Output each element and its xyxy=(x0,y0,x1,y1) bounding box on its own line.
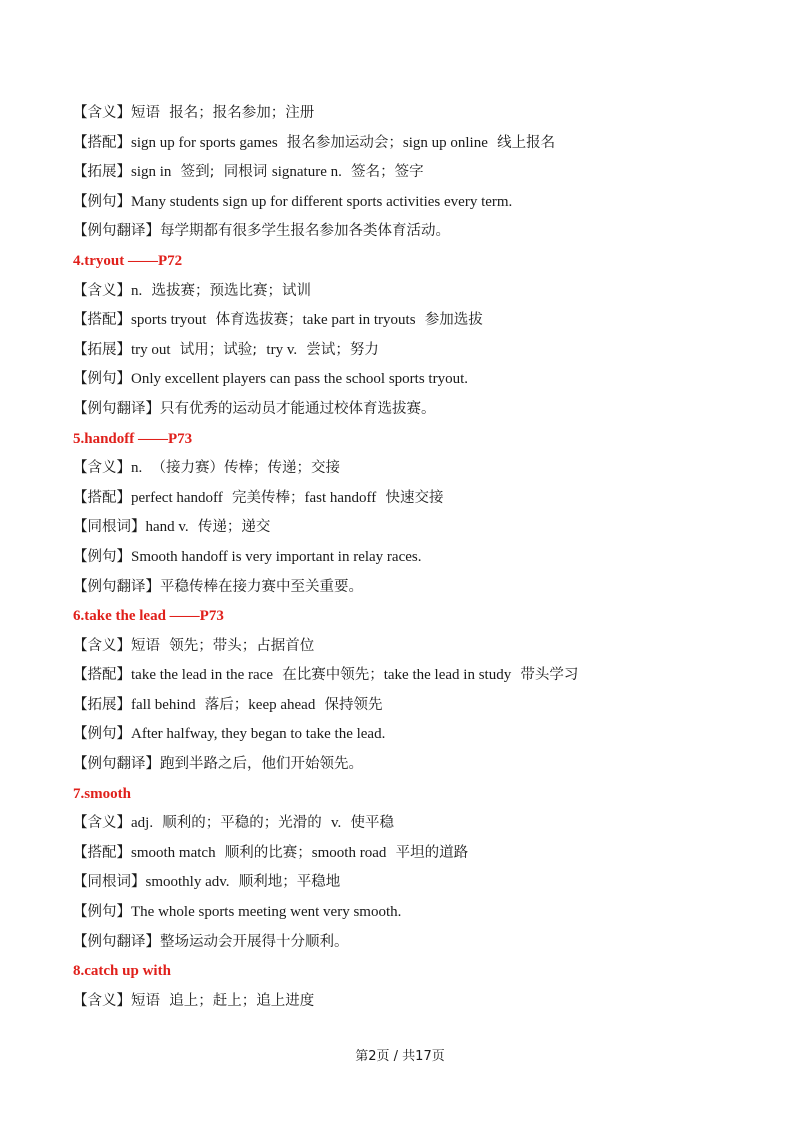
english-text: Many students sign up for different sports activities every term. xyxy=(131,193,513,210)
chinese-text: 每学期都有很多学生报名参加各类体育活动。 xyxy=(160,223,450,240)
english-text: take part in tryouts xyxy=(302,312,416,329)
english-text: fall behind xyxy=(131,696,196,713)
entry-tag: 【同根词】 xyxy=(73,519,146,536)
entry-tag: 【例句】 xyxy=(73,548,131,565)
entry-heading xyxy=(73,247,753,277)
entry-tag: 【例句】 xyxy=(73,371,131,388)
english-text: hand v. xyxy=(145,519,189,536)
chinese-text: 短语 追上；赶上；追上进度 xyxy=(131,992,315,1009)
entry-line xyxy=(73,809,753,839)
chinese-text: 试用；试验; xyxy=(170,341,267,358)
english-text: signature n. xyxy=(271,164,342,181)
entry-tag: 【含义】 xyxy=(73,460,131,477)
entry-line xyxy=(73,868,753,898)
entry-line xyxy=(73,573,753,603)
entry-tag: 【例句】 xyxy=(73,904,131,921)
entry-line xyxy=(73,632,753,662)
english-text: fast handoff xyxy=(304,489,377,506)
entry-tag: 【同根词】 xyxy=(73,874,146,891)
entry-line xyxy=(73,661,753,691)
entry-tag: 【含义】 xyxy=(73,637,131,654)
chinese-text: 在比赛中领先； xyxy=(273,667,384,684)
entry-tag: 【例句翻译】 xyxy=(73,578,160,595)
entry-tag: 【拓展】 xyxy=(73,341,131,358)
entry-heading xyxy=(73,425,753,455)
entry-tag: 【例句翻译】 xyxy=(73,756,160,773)
entry-line xyxy=(73,336,753,366)
chinese-text: 签名；签字 xyxy=(341,164,424,181)
entry-tag: 【例句翻译】 xyxy=(73,933,160,950)
chinese-text: 顺利的比赛； xyxy=(215,844,312,861)
english-text: v. xyxy=(331,815,342,832)
entry-line xyxy=(73,720,753,750)
entry-line xyxy=(73,454,753,484)
entry-line xyxy=(73,217,753,247)
entry-tag: 【例句】 xyxy=(73,726,131,743)
chinese-text: 短语 报名；报名参加；注册 xyxy=(131,105,315,121)
entry-tag: 【搭配】 xyxy=(73,489,131,506)
english-text: sign in xyxy=(131,164,172,181)
entry-tag: 【例句翻译】 xyxy=(73,223,160,240)
chinese-text: 顺利的；平稳的；光滑的 xyxy=(153,815,332,832)
chinese-text: （接力赛）传棒；传递；交接 xyxy=(142,460,340,477)
entry-line xyxy=(73,188,753,218)
english-text: smoothly adv. xyxy=(145,874,230,891)
chinese-text: 保持领先 xyxy=(315,696,383,713)
entry-heading xyxy=(73,957,753,987)
entry-line xyxy=(73,395,753,425)
english-text: smooth match xyxy=(131,844,216,861)
entry-tag: 【含义】 xyxy=(73,105,131,121)
entry-line xyxy=(73,129,753,159)
english-text: Only excellent players can pass the school sports tryout. xyxy=(131,371,469,388)
chinese-text: 短语 领先；带头；占据首位 xyxy=(131,637,315,654)
chinese-text: 落后； xyxy=(195,696,249,713)
entry-line xyxy=(73,484,753,514)
english-text: smooth road xyxy=(311,844,387,861)
entry-tag: 【搭配】 xyxy=(73,134,131,151)
english-text: The whole sports meeting went very smooth. xyxy=(131,904,402,921)
english-text: try v. xyxy=(266,341,298,358)
english-text: sports tryout xyxy=(131,312,207,329)
entry-line xyxy=(73,987,753,1017)
entry-line xyxy=(73,158,753,188)
heading-text: 5.handoff ——P73 xyxy=(73,430,193,447)
english-text: try out xyxy=(131,341,171,358)
heading-text: 8.catch up with xyxy=(73,963,171,980)
chinese-text: 传递；递交 xyxy=(188,519,271,536)
english-text: Smooth handoff is very important in relay races. xyxy=(131,548,422,565)
entry-line xyxy=(73,898,753,928)
english-text: adj. xyxy=(131,815,154,832)
entry-tag: 【含义】 xyxy=(73,282,131,299)
heading-text: 4.tryout ——P72 xyxy=(73,252,183,269)
heading-text: 7.smooth xyxy=(73,785,131,802)
chinese-text: 整场运动会开展得十分顺利。 xyxy=(160,933,349,950)
entry-line xyxy=(73,365,753,395)
entry-tag: 【搭配】 xyxy=(73,667,131,684)
chinese-text: 使平稳 xyxy=(341,815,395,832)
chinese-text: 选拔赛；预选比赛；试训 xyxy=(142,282,311,299)
chinese-text: 只有优秀的运动员才能通过校体育选拔赛。 xyxy=(160,400,436,417)
entry-line xyxy=(73,99,753,129)
entry-line xyxy=(73,750,753,780)
english-text: sign up for sports games xyxy=(131,134,278,151)
entry-heading xyxy=(73,780,753,810)
entry-line xyxy=(73,691,753,721)
entry-line xyxy=(73,928,753,958)
entry-tag: 【例句翻译】 xyxy=(73,400,160,417)
entry-tag: 【搭配】 xyxy=(73,844,131,861)
english-text: take the lead in study xyxy=(383,667,512,684)
entry-line xyxy=(73,306,753,336)
chinese-text: 快速交接 xyxy=(376,489,444,506)
entry-tag: 【含义】 xyxy=(73,815,131,832)
chinese-text: 平稳传棒在接力赛中至关重要。 xyxy=(160,578,363,595)
chinese-text: 参加选拔 xyxy=(415,312,483,329)
english-text: perfect handoff xyxy=(131,489,223,506)
english-text: n. xyxy=(131,460,143,477)
chinese-text: 跑到半路之后，他们开始领先。 xyxy=(160,756,363,773)
chinese-text: 尝试；努力 xyxy=(297,341,379,358)
entry-tag: 【含义】 xyxy=(73,992,131,1009)
entry-line xyxy=(73,277,753,307)
document-body xyxy=(73,99,753,1016)
chinese-text: 报名参加运动会； xyxy=(277,134,403,151)
entry-tag: 【搭配】 xyxy=(73,312,131,329)
english-text: keep ahead xyxy=(248,696,316,713)
heading-text: 6.take the lead ——P73 xyxy=(73,608,224,625)
entry-line xyxy=(73,839,753,869)
chinese-text: 线上报名 xyxy=(487,134,556,151)
english-text: sign up online xyxy=(402,134,488,151)
entry-tag: 【例句】 xyxy=(73,193,131,210)
entry-line xyxy=(73,513,753,543)
chinese-text: 带头学习 xyxy=(511,667,579,684)
entry-tag: 【拓展】 xyxy=(73,164,131,181)
chinese-text: 顺利地；平稳地 xyxy=(229,874,341,891)
chinese-text: 体育选拔赛； xyxy=(206,312,303,329)
entry-tag: 【拓展】 xyxy=(73,696,131,713)
entry-heading xyxy=(73,602,753,632)
english-text: take the lead in the race xyxy=(131,667,274,684)
chinese-text: 签到; 同根词 xyxy=(171,164,272,181)
entry-line xyxy=(73,543,753,573)
chinese-text: 完美传棒； xyxy=(222,489,305,506)
chinese-text: 平坦的道路 xyxy=(386,844,469,861)
english-text: n. xyxy=(131,282,143,299)
page-footer: 第2页 / 共17页 xyxy=(355,1049,445,1064)
english-text: After halfway, they began to take the lead. xyxy=(131,726,386,743)
